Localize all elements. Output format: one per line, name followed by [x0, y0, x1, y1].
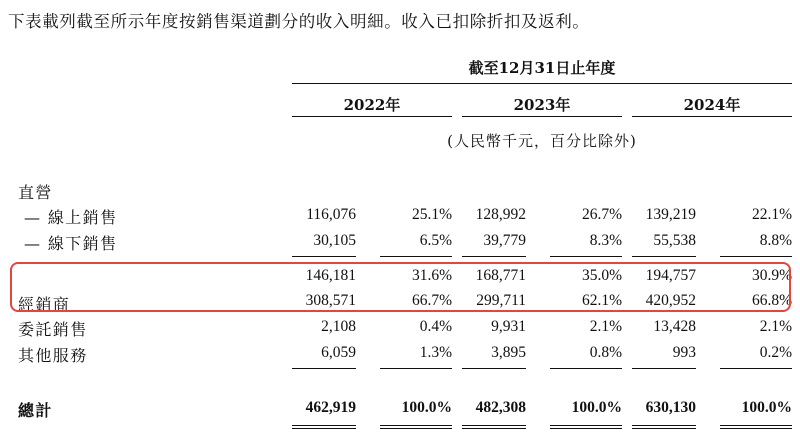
cell-offline-2022-amount: 30,105	[313, 232, 356, 249]
cell-online-2023-amount: 128,992	[475, 206, 526, 223]
cell-direct-subtotal-2024-pct: 30.9%	[751, 267, 792, 284]
highlight-box	[10, 262, 791, 312]
cell-distributors-2023-pct: 62.1%	[581, 292, 622, 309]
total-top-rule	[462, 368, 526, 369]
cell-distributors-2022-amount: 308,571	[305, 292, 356, 309]
subtotal-rule	[550, 256, 622, 257]
year-rule-2022	[292, 116, 452, 117]
cell-other-services-2022-amount: 6,059	[321, 344, 356, 361]
cell-other-services-2024-amount: 993	[672, 344, 696, 361]
year-2022-header: 2022年	[343, 96, 401, 114]
cell-distributors-2024-amount: 420,952	[645, 292, 696, 309]
total-bottom-rule	[720, 428, 792, 429]
total-bottom-rule	[292, 428, 356, 429]
cell-offline-2023-amount: 39,779	[483, 232, 526, 249]
cell-total-2023-amount: 482,308	[475, 399, 526, 416]
year-2024-header: 2024年	[683, 96, 741, 114]
cell-direct-subtotal-2023-pct: 35.0%	[581, 267, 622, 284]
row-label-other-services: 其他服務	[18, 346, 88, 365]
total-bottom-rule	[462, 425, 526, 426]
cell-online-2022-pct: 25.1%	[411, 206, 452, 223]
total-bottom-rule	[720, 425, 792, 426]
subtotal-rule	[292, 256, 356, 257]
cell-consignment-2023-pct: 2.1%	[589, 318, 622, 335]
cell-distributors-2022-pct: 66.7%	[411, 292, 452, 309]
cell-direct-subtotal-2022-pct: 31.6%	[411, 267, 452, 284]
cell-consignment-2022-amount: 2,108	[321, 318, 356, 335]
subtotal-rule	[462, 256, 526, 257]
cell-total-2022-pct: 100.0%	[401, 399, 452, 416]
cell-direct-subtotal-2023-amount: 168,771	[475, 267, 526, 284]
total-top-rule	[292, 368, 356, 369]
cell-other-services-2022-pct: 1.3%	[419, 344, 452, 361]
intro-text: 下表載列截至所示年度按銷售渠道劃分的收入明細。收入已扣除折扣及返利。	[8, 12, 590, 31]
cell-offline-2024-pct: 8.8%	[759, 232, 792, 249]
cell-offline-2022-pct: 6.5%	[419, 232, 452, 249]
cell-offline-2023-pct: 8.3%	[589, 232, 622, 249]
cell-total-2023-pct: 100.0%	[571, 399, 622, 416]
subtotal-rule	[632, 256, 696, 257]
total-bottom-rule	[632, 425, 696, 426]
period-header: 截至12月31日止年度	[468, 59, 616, 77]
year-2023-header: 2023年	[513, 96, 571, 114]
cell-direct-subtotal-2024-amount: 194,757	[645, 267, 696, 284]
total-bottom-rule	[292, 425, 356, 426]
subtotal-rule	[380, 256, 452, 257]
cell-total-2022-amount: 462,919	[305, 399, 356, 416]
cell-consignment-2024-pct: 2.1%	[759, 318, 792, 335]
subtotal-rule	[720, 256, 792, 257]
row-label-distributors: 經銷商	[18, 295, 71, 314]
row-label-direct: 直營	[18, 183, 53, 202]
total-bottom-rule	[550, 425, 622, 426]
total-top-rule	[632, 368, 696, 369]
total-bottom-rule	[380, 428, 452, 429]
cell-online-2022-amount: 116,076	[306, 206, 356, 223]
total-top-rule	[380, 368, 452, 369]
cell-distributors-2023-amount: 299,711	[476, 292, 526, 309]
cell-other-services-2024-pct: 0.2%	[759, 344, 792, 361]
row-label-consignment: 委託銷售	[18, 320, 88, 339]
row-label-offline: — 線下銷售	[24, 234, 118, 253]
total-bottom-rule	[632, 428, 696, 429]
cell-distributors-2024-pct: 66.8%	[751, 292, 792, 309]
total-top-rule	[550, 368, 622, 369]
unit-note: (人民幣千元，百分比除外)	[447, 132, 637, 150]
cell-consignment-2024-amount: 13,428	[653, 318, 696, 335]
total-top-rule	[720, 368, 792, 369]
cell-online-2024-pct: 22.1%	[751, 206, 792, 223]
cell-online-2024-amount: 139,219	[645, 206, 696, 223]
year-rule-2024	[632, 116, 792, 117]
cell-total-2024-pct: 100.0%	[741, 399, 792, 416]
total-bottom-rule	[462, 428, 526, 429]
cell-consignment-2022-pct: 0.4%	[419, 318, 452, 335]
year-rule-2023	[462, 116, 622, 117]
total-bottom-rule	[550, 428, 622, 429]
cell-offline-2024-amount: 55,538	[653, 232, 696, 249]
cell-direct-subtotal-2022-amount: 146,181	[305, 267, 356, 284]
cell-other-services-2023-amount: 3,895	[491, 344, 526, 361]
row-label-online: — 線上銷售	[24, 208, 118, 227]
period-rule	[292, 83, 792, 84]
cell-online-2023-pct: 26.7%	[581, 206, 622, 223]
total-bottom-rule	[380, 425, 452, 426]
cell-consignment-2023-amount: 9,931	[491, 318, 526, 335]
cell-total-2024-amount: 630,130	[645, 399, 696, 416]
cell-other-services-2023-pct: 0.8%	[589, 344, 622, 361]
row-label-total: 總計	[18, 401, 53, 420]
